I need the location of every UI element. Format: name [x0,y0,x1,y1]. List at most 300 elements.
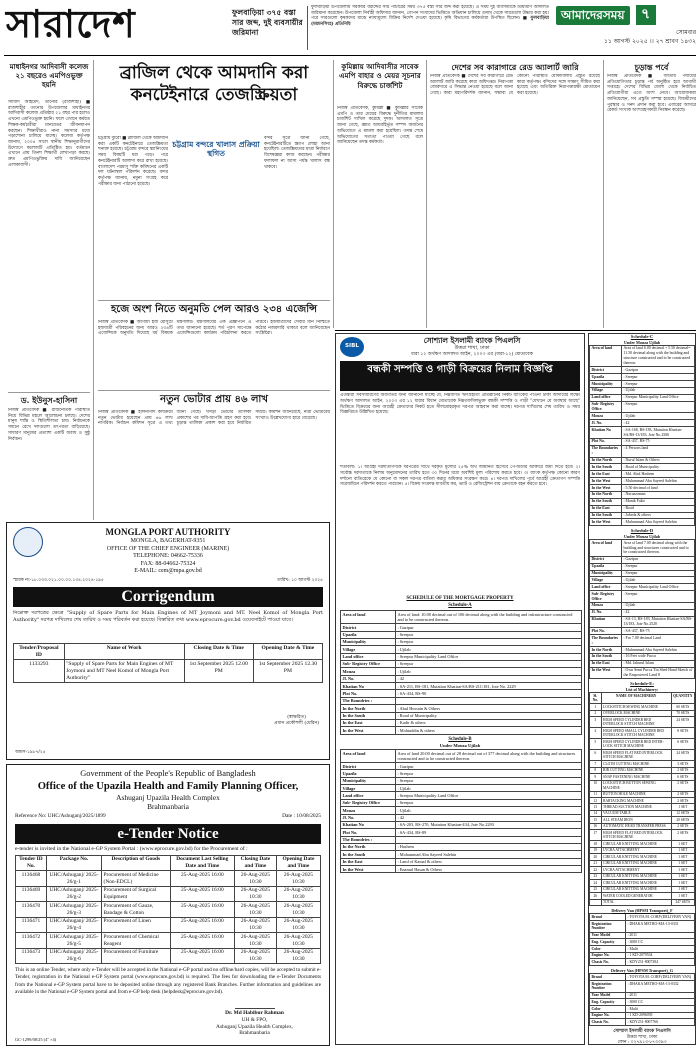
schedule-d-label: In the West [590,667,622,679]
schedule-d-value: : Own Semi Pucca Tin Shed Hand Sketch of the Empowered Land 8 [622,667,695,679]
schedule-d-label: Plot No. [590,628,622,635]
machinery-sl: 19 [590,847,602,853]
machinery-sl: 12 [590,798,602,804]
mongla-signatory: প্রধান প্রকৌশলী (মেরিন) [274,720,319,726]
schedule-a-value: : Sreepur [396,660,582,667]
schedule-c-row [590,420,695,427]
ashuganj-place: Ashuganj Upazila Health Complex [116,792,220,802]
et-header-package: Package No. [46,855,101,871]
schedule-a-value: : Sreepur [396,631,582,638]
schedule-b-label: Sub- Registry Office [341,799,396,806]
machinery-name: OVERLOCK MACHINE [601,710,671,716]
machinery-name: HIGH SPEED FLAT BED INTERLOCK STITCH MACHINE [601,750,671,761]
vehicle-2-value: : TOYOTA M. CORP (DELIVERY VAN) [626,974,695,981]
schedule-b-label: Mouza [341,807,396,814]
schedule-c-value: : Sreepur [622,374,695,381]
bank-footer-branch: উত্তরা শাখা, ঢাকা [626,1034,658,1040]
schedule-a-area: Area of land: 10.00 decimal out of 106 decimal along with the building and infrastructure constructed and to be constructed thereon. [396,611,582,624]
schedule-c-title: Schedule-C [630,334,654,339]
bank-branch: উত্তরা শাখা, ঢাকা [454,345,490,352]
schedule-a-row [341,712,582,719]
machinery-qty: 2 SETS [671,767,694,773]
schedule-e-title: Schedule-E: [630,681,654,687]
schedule-c-row [590,438,695,445]
machinery-name: RIB CUTTING MACHINE [601,767,671,773]
mongla-ad-no: আমস-১৯৮৭/২৫ [15,749,46,755]
vehicle-1-row [590,932,695,939]
ashuganj-office: Office of the Upazila Health and Family Planning Officer, [37,780,299,792]
schedule-e-sub: List of Machinery: [625,687,659,693]
machinery-qty: 2 SETS [671,780,694,791]
schedule-a-value: : Sreepur [396,638,582,645]
mid1-body: নিজস্ব প্রতিবেদক, কুমিল্লা ■ কুমিল্লার সাবেক এমপি ও তার মেয়ের বিরুদ্ধে দুর্নীতির মামলায় চার্জশিট দাখিল করেছে দুদক। আদালত সূত্রে জানা গেছে, জ্ঞাত আয়বহির্ভূত সম্পদ অর্জনের অভিযোগে এ মামলা করা হয়েছিল। তদন্ত শেষে অভিযোগের সত্যতা পাওয়া গেছে বলে জানিয়েছেন তদন্ত কর্মকর্তা। [337,106,423,146]
cor-work-name: "Supply of Spare Parts for Main Engines of MT Joymoni and MT Neel Komol of Mongla Port Authority" [64,660,184,683]
schedule-d-row [590,577,695,584]
schedule-b-value: : Sreepur [396,799,582,806]
cor-header-closing: Closing Date & Time [184,644,253,660]
schedule-c-label: Village [590,387,622,394]
vehicle-1-value: : 1 KD-2079534 [626,952,695,959]
auction-intro: এতদ্বারা সর্বসাধারণের অবগতির জন্য জানানো যাচ্ছে যে, নিম্নবর্ণিত ঋণগ্রহীতা প্রতিষ্ঠানের নিকট ব্যাংকের পাওনা টাকা আদায়ের লক্ষ্যে অর্থঋণ আদালত আইন, ২০০৩ এর ১২ ধারার বিধান মোতাবেক নিম্নতফসিলভুক্ত বন্ধকী সম্পত্তি ও গাড়ী "যেখানে যে অবস্থায় আছে" ভিত্তিতে বিক্রয়ের জন্য আগ্রহী ক্রেতাদের নিকট হতে সীলমোহরকৃত দরপত্র আহবান করা যাচ্ছে। দরপত্র দাখিলের শেষ তারিখ ও সময় বিজ্ঞপ্তিতে উল্লিখিত হয়েছে। [340,393,580,416]
brazil-body-b: বন্দর সূত্রে জানা গেছে, কনটেইনারটিতে স্ক্র্যাপ লোহা আনা হয়েছিল। তেজস্ক্রিয়তার মাত্রা নির্ধারণে বিশেষজ্ঞরা কাজ করছেন। পরীক্ষার ফলাফল না আসা পর্যন্ত খালাস বন্ধ থাকবে। [264,136,330,170]
vehicle-1-value: : 2011 [626,932,695,939]
schedule-c-label: Sub- Registry Office [590,401,622,413]
vehicle-1-label: Chasis No. [590,959,626,966]
schedule-c-label: District [590,367,622,374]
machinery-qty: 1 SET [671,867,694,873]
schedule-d-value: : 42 [622,609,695,616]
schedule-c-row [590,457,695,464]
schedule-d-row [590,653,695,660]
et-header-closing: Closing Date and Time [235,855,277,871]
schedule-a-value: : Road of Municipality [396,712,582,719]
machinery-sl: 7 [590,761,602,767]
machinery-sl [590,899,602,905]
ashuganj-date: Date : 10/08/2025 [282,813,321,820]
mach-header-name: NAME OF MACHINERY [601,693,671,704]
machinery-sl: 17 [590,830,602,841]
schedule-b-row [341,843,582,850]
schedule-b-label: Village [341,785,396,792]
machinery-qty: 3 SETS [671,761,694,767]
vehicle-2-value: : 2011 [626,992,695,999]
machinery-name: CIRCULAR KNITTING MACHINE [601,854,671,860]
machinery-name: TOTAL [601,899,671,905]
schedule-c-value: : Md. Abul Hashem [622,471,695,478]
schedule-c-row [590,427,695,439]
mongla-address: MONGLA, BAGERHAT-9351 [130,538,206,545]
etender-description: Procurement of Linen [102,917,171,933]
ashuganj-signature-icon [235,1001,275,1009]
etender-package-no: UHC/Ashuganj/ 2025-26/g-2 [46,886,101,902]
voter-headline: নতুন ভোটার প্রায় ৪৬ লাখ [160,394,268,405]
machinery-qty: 1 SET [671,841,694,847]
schedule-a-label: Khatian No [341,683,396,690]
vehicle-1-value: : DHAKA METRO-MA-13-0331 [626,921,695,932]
schedule-a-label: Village [341,646,396,653]
machinery-name: WATER COOLED GENERATOR [601,893,671,899]
right-schedules [588,333,696,1045]
schedule-c-label: In the North [590,491,622,498]
schedule-c-label: In the South [590,498,622,505]
bank-name: সোশ্যাল ইসলামী ব্যাংক পিএলসি [423,336,521,345]
schedule-d-label: Municipality [590,570,622,577]
schedule-c-row [590,381,695,388]
schedule-d-row [590,591,695,603]
schedule-d-value: : Ujilab [622,577,695,584]
schedule-a-row [341,653,582,660]
schedule-a-label: In the North [341,705,396,712]
logo-text: আমাদেরসময় [556,6,630,25]
machinery-name: CIRCULAR KNITTING MACHINE [601,880,671,886]
machinery-qty: 20 SETS [671,817,694,823]
schedule-c-value: : Sreepur [622,381,695,388]
schedule-d-row [590,616,695,628]
schedule-c-value: : Sreepur [622,401,695,413]
schedule-c-value: : 42 [622,420,695,427]
machinery-name: THREAD SUCTION MACHINE [601,804,671,810]
schedule-b-row [341,866,582,873]
machinery-sl: 26 [590,893,602,899]
vehicle-1-value: : KDY231-8007384 [626,959,695,966]
schedule-d-label: Jl. No. [590,609,622,616]
schedule-a-label: In the South [341,712,396,719]
schedule-b-label: In the North [341,843,396,850]
vehicle-2-label: Year Model [590,992,626,999]
schedule-c-label: Plot No. [590,438,622,445]
schedule-a-label: Upazila [341,631,396,638]
schedule-d-value: : Sreepur [622,591,695,603]
etender-opening-date: 26-Aug-2025 10:30 [276,886,320,902]
et-header-opening: Opening Date and Time [276,855,320,871]
etender-package-no: UHC/Ashuganj/ 2025-26/g-6 [46,948,101,964]
schedule-c-row [590,505,695,512]
etender-row [16,902,321,918]
vehicle-1-label: Registration Number [590,921,626,932]
section-title: সারাদেশ [6,1,136,46]
machinery-qty: 1 SET [671,873,694,879]
schedule-b-label: Plot No. [341,829,396,836]
schedule-d-row [590,556,695,563]
machinery-qty: 6 SETS [671,739,694,750]
machinery-name: VACUUM TABLE [601,810,671,816]
et-header-desc: Description of Goods [102,855,171,871]
schedule-d-row [590,602,695,609]
schedule-b-label: In the West [341,866,396,873]
etender-selling-date: 25-Aug-2025 16:00 [170,948,234,964]
etender-closing-date: 26-Aug-2025 10:30 [235,871,277,887]
machinery-sl: 3 [590,717,602,728]
machinery-name: HIGH SPEED FLAT BED INTERLOCK STITCH MACHINE [601,830,671,841]
schedule-b-label: Upazila [341,770,396,777]
vehicle-2-title: Delivery Van (HPSM Transport)_G [610,968,674,974]
page-number: ৭ [636,5,656,25]
etender-selling-date: 25-Aug-2025 16:00 [170,871,234,887]
ashuganj-signer-name: Dr. Md Habibur Rahman [225,1010,284,1016]
schedule-b-label: Khatian No [341,821,396,828]
vehicle-2-value: : 3000 CC [626,999,695,1006]
schedule-a-row [341,675,582,682]
schedule-a-label: Sub- Registry Office [341,660,396,667]
schedule-b-value: : SA-203, RS-270, Mutation Khatian-434, Jote No.2293 [396,821,582,828]
schedule-b-label: Land office [341,792,396,799]
machinery-sl: 9 [590,774,602,780]
schedule-d-row [590,563,695,570]
etender-description: Procurement of Furniture [102,948,171,964]
machinery-name: BARTACKING MACHINE [601,798,671,804]
machinery-sl: 23 [590,873,602,879]
vehicle-1-table [589,913,695,966]
schedule-a-value: : Ujilab [396,668,582,675]
schedule-b-title: Schedule-B [448,736,472,742]
schedule-a-label: Jl. No. [341,675,396,682]
schedule-a-value: : Ujilab [396,646,582,653]
etender-row [16,948,321,964]
schedule-a-label: Plot No. [341,690,396,697]
schedule-d-value: : SA-13, RS-183, Mutation Khatian-SA/RS-13/183, Jote No.2520 [622,616,695,628]
vehicle-1-row [590,952,695,959]
machinery-table [589,692,695,906]
machinery-sl: 15 [590,817,602,823]
schedule-a-label: The Boundries : [341,697,396,704]
machinery-sl: 18 [590,841,602,847]
machinery-sl: 4 [590,728,602,739]
machinery-qty: 60 SETS [671,704,694,710]
schedule-a-label: In the East [341,719,396,726]
mid2-body: নিজস্ব প্রতিবেদক ■ দেশের সব কারাগারে রেড অ্যালার্ট জারি করেছে কারা অধিদপ্তর। নিরাপত্তা জোরদারে এ সিদ্ধান্ত নেওয়া হয়েছে বলে জানা গেছে। কারা মহাপরিদর্শক জানান, সম্ভাব্য যে কোনো পরিস্থিতি মোকাবিলায় প্রস্তুত রয়েছে কারা কর্তৃপক্ষ। বন্দিদের সঙ্গে সাক্ষাৎ সীমিত করা হয়েছে এবং অতিরিক্ত নিরাপত্তারক্ষী মোতায়েন করা হয়েছে। [430,74,600,97]
machinery-sl: 20 [590,854,602,860]
schedule-c-sub: Under Mouza Ujilab [623,339,661,345]
schedule-b-value: : Gazipur [396,763,582,770]
machinery-sl: 22 [590,867,602,873]
schedule-a-value: : Mohiuddin & others [396,727,582,734]
schedule-a-value: : Abul Hossain & Others [396,705,582,712]
schedule-c-label: Land office [590,394,622,401]
schedule-d-value: : Gazipur [622,556,695,563]
mongla-ad [6,522,330,760]
schedule-b-value: : 42 [396,814,582,821]
etender-description: Procurement of Medicine (Non-EDCL) [102,871,171,887]
machinery-name: CIRCULAR KNITTING MACHINE [601,860,671,866]
mongla-notice: নিম্নোক্ত দরপত্রের ক্ষেত্রে "Supply of Spare Parts for Main Engines of MT Joymoni and MT. Neel Komol of Mongla Port Authority" দরপত্র দাখিলের শেষ তারিখ ও সময় পরিবর্তন করা হয়েছে। বিস্তারিত তথ্য www.eprocure.gov.bd ওয়েবসাইটে পাওয়া যাবে। [13,610,323,623]
etender-title: e-Tender Notice [15,824,321,844]
schedule-d-label: District [590,556,622,563]
vehicle-2-label: Eng. Capacity [590,999,626,1006]
schedule-c-label: Upazila [590,374,622,381]
machinery-qty: 1 SET [671,893,694,899]
schedule-d-label: Village [590,577,622,584]
mongla-office: OFFICE OF THE CHIEF ENGINEER (MARINE) [106,545,230,552]
date-line: ১১ আগস্ট ২০২৫ ।। ২৭ শ্রাবণ ১৪৩২ [604,38,696,45]
mongla-fax: FAX: 88-04662-75324 [140,560,196,567]
schedule-c-value: : Road [622,505,695,512]
schedule-c-value: : Ujilab [622,387,695,394]
cor-header-id: Tender/Proposal ID [14,644,65,660]
schedule-b-value: : Land of Kamal & others [396,858,582,865]
schedule-d-row [590,628,695,635]
machinery-qty: 24 SETS [671,750,694,761]
schedule-c-row [590,394,695,401]
vehicle-2-label: Color [590,1006,626,1013]
vehicle-1-row [590,946,695,953]
mach-header-sl: Sl. No. [590,693,602,704]
machinery-name: SNAP FASTENING MACHINE [601,774,671,780]
col1-headline: মাধাইনগর আদিবাসী কলেজ ২১ বছরেও এমপিওভুক্ত হয়নি [9,62,89,90]
schedule-b-value: : Sreepur [396,770,582,777]
schedule-c-value: : Nuruzzaman [622,491,695,498]
brand-logo [556,4,696,26]
schedule-d-value: : For 7.00 decimal Land [622,635,695,647]
etender-package-no: UHC/Ashuganj/ 2025-26/g-4 [46,917,101,933]
etender-closing-date: 26-Aug-2025 10:30 [235,917,277,933]
machinery-name: HIGH SPEED CYLINDER BED INTER-LOCK STITCH MACHINE [601,739,671,750]
machinery-name: AUTOMATIC HEAD TRANSFER PRESS [601,823,671,829]
machinery-qty: 1 SET [671,804,694,810]
schedule-c-row [590,471,695,478]
schedule-b-value: : Sreepur Municipality Land Office [396,792,582,799]
machinery-sl: 13 [590,804,602,810]
mongla-telephone: TELEPHONE: 04662-75336 [133,553,203,560]
machinery-sl: 6 [590,750,602,761]
etender-opening-date: 26-Aug-2025 10:30 [276,917,320,933]
etender-package-no: UHC/Ashuganj/ 2025-26/g-1 [46,871,101,887]
etender-footer: This is an online Tender, where only e-Tender will be accepted in the National e-GP portal and no offline/hard copies, will be accepted to submit e-Tender, registration in the National e-GP System portal (www.eprocure.gov.bd) is required. The fees for downloading the e-Tender Documents from the National e-GP System portal have to be deposited online through any registered Bank Branches. Further information and guidelines are available in the National e-GP System portal and from e-GP help desk (helpdesk@eprocure.gov.bd). [15,967,321,995]
cor-closing-date: 1st September 2025 12.00 PM [184,660,253,683]
cor-header-opening: Opening Date & Time [253,644,322,660]
vehicle-1-value: : TOYOTA M. CORP (DELIVERY VAN) [626,914,695,921]
schedule-b-row [341,763,582,770]
schedule-b-row [341,814,582,821]
schedule-a-title: Schedule-A [448,603,472,609]
etender-tender-id: 1136469 [16,886,47,902]
schedule-c-label: Khatian No [590,427,622,439]
hajj-headline: হজে অংশ নিতে অনুমতি পেল আরও ২৩৪ এজেন্সি [111,304,317,315]
schedule-c-row [590,413,695,420]
schedule-b-row [341,807,582,814]
schedule-d-title: Schedule-D [630,528,654,534]
machinery-row [590,899,695,905]
col1-sub-body: নিজস্ব প্রতিবেদক ■ রাজনৈতিক পরিস্থিতি নিয়ে বিভিন্ন মহলে আলোচনা চলছে। দেশের মানুষ শান্তি ও স্থিতিশীলতা চায়। নির্বাচনকে সামনে রেখে দলগুলো তৎপরতা বাড়িয়েছে। সাধারণ মানুষের প্রত্যাশা একটি অবাধ ও সুষ্ঠু নির্বাচন। [8,408,90,442]
schedule-c-row [590,387,695,394]
mid2-headline: দেশের সব কারাগারে রেড অ্যালার্ট জারি [451,62,579,72]
vehicle-1-label: Engine No. [590,952,626,959]
mid1-headline: কুমিল্লায় আদিবাসীর সাবেক এমপি বাহার ও মেয়র সূচনার বিরুদ্ধে চার্জশিট [339,62,421,90]
schedule-title: SCHEDULE OF THE MORTGAGE PROPERTY [406,596,514,602]
machinery-qty: 2 SETS [671,823,694,829]
vehicle-2-label: Registration Number [590,981,626,992]
auction-terms: শর্তাবলী: ১। আগ্রহী দরদাতাগণকে দরপত্রের সাথে দরকৃত মূল্যের ২৫% অর্থ জামানত হিসেবে পে-অর্ডার আকারে জমা দিতে হবে। ২। সর্বোচ্চ দরদাতাকে নিলাম অনুমোদনের তারিখ হতে ৩০ দিনের মধ্যে অবশিষ্ট মূল্য পরিশোধ করতে হবে। ৩। ব্যাংক কর্তৃপক্ষ কোনো কারণ দর্শানো ব্যতিরেকে যে কোনো বা সকল দরপত্র বাতিল করার অধিকার সংরক্ষণ করে। ৪। দরপত্র দাখিলের পূর্বে আগ্রহী ক্রেতাগণ সম্পত্তি সরেজমিনে পরিদর্শন করতে পারবেন। ৫। বিক্রয় সংক্রান্ত যাবতীয় কর, ভ্যাট ও রেজিস্ট্রেশন ব্যয় ক্রেতাকে বহন করতে হবে। [340,465,580,488]
schedule-c-row [590,478,695,485]
machinery-qty: 6 SETS [671,774,694,780]
vehicle-2-row [590,1006,695,1013]
schedule-a-row [341,631,582,638]
machinery-sl: 14 [590,810,602,816]
schedule-b-row [341,799,582,806]
brazil-body-a: চট্টগ্রাম ব্যুরো ■ ব্রাজিল থেকে আমদানি করা একটি কনটেইনারে তেজস্ক্রিয়তা শনাক্ত হয়েছে। চট্টগ্রাম বন্দরে স্ক্যানিংয়ের সময় বিষয়টি ধরা পড়ে। পরে কনটেইনারটি আলাদা করে রাখা হয়েছে। বাংলাদেশ পরমাণু শক্তি কমিশনের একটি দল ঘটনাস্থল পরিদর্শন করেছে। বন্দর কর্তৃপক্ষ জানায়, নমুনা সংগ্রহ করে পরীক্ষার জন্য পাঠানো হয়েছে। [98,136,168,187]
side-headline: ফুলবাড়িয়া ৩৭৫ বস্তা সার জব্দ, দুই ব্যবসায়ীর জরিমানা [232,8,303,37]
bank-logo-icon: SIBL [340,337,364,357]
schedule-a-row [341,646,582,653]
machinery-qty: 247 SETS [671,899,694,905]
schedule-a-value: : Gazipur [396,624,582,631]
schedule-a-row [341,660,582,667]
machinery-qty: 12 SETS [671,810,694,816]
schedule-a-label: In the West [341,727,396,734]
machinery-name: CIRCULAR KNITTING MACHINE [601,886,671,892]
vehicle-2-table [589,973,695,1026]
vehicle-2-row [590,981,695,992]
corrigendum-table [13,643,323,683]
machinery-qty: 1 SET [671,847,694,853]
schedule-a-row [341,683,582,690]
schedule-a-row [341,638,582,645]
etender-package-no: UHC/Ashuganj/ 2025-26/g-5 [46,933,101,949]
vehicle-1-label: Eng. Capacity [590,939,626,946]
schedule-b-row [341,770,582,777]
schedule-a-label: District [341,624,396,631]
auction-title: বন্ধকী সম্পত্তি ও গাড়ী বিক্রয়ের নিলাম বিজ্ঞপ্তি [340,361,580,391]
et-header-id: Tender ID No. [16,855,47,871]
etender-tender-id: 1136473 [16,948,47,964]
schedule-c-label: Jl. No. [590,420,622,427]
vehicle-2-row [590,992,695,999]
etender-opening-date: 26-Aug-2025 10:30 [276,902,320,918]
col5-headline: চূড়ান্ত পর্বে [634,62,669,72]
schedule-c-label: In the West [590,478,622,485]
schedule-b-area: Area of land 20.00 decimal out of 28 decimal out of 377 decimal along with the building and structures constructed and to be constructed thereon. [396,750,582,763]
machinery-qty: 24 SETS [671,717,694,728]
schedule-c-label: Mouza [590,413,622,420]
machinery-name: LYCRA ATTACHMENT [601,867,671,873]
vehicle-1-row [590,959,695,966]
etender-tender-id: 1136472 [16,933,47,949]
machinery-qty: 2 SETS [671,830,694,841]
mongla-org: MONGLA PORT AUTHORITY [105,527,231,537]
schedule-b-row [341,851,582,858]
schedule-b-value: : Enamul Hasan & Others [396,866,582,873]
machinery-qty: 1 SET [671,886,694,892]
schedule-c-row [590,519,695,526]
cor-tender-id: 1133293 [14,660,65,683]
schedule-b-row [341,785,582,792]
schedule-c-table: Area of land Area of land 6.00 decimal + 5.50 decimal= 11.50 decimal along with the building and structure constructed and to be constructed thereon. District : Gazipur Upazila : Sreepur Municipality : Sreepur Village : Ujilab Land office : Sreepur Municipality Land Office Sub- Registry Office : Sreepur Mouza : Ujilab Jl. No. : 42 Khatian No : SA-168, RS-183, Mutation Khatian-SA/RS-13/183, Jote No.2506 Plot No. : SA-437, RS-75 The Boundaries : : 4 Persons land In the North : Nurul Islam & Others In the South : Road of Municipality In the East : Md. Abul Hashem In the West : Muhammad Abu Sayeed Salehin In the West : 5.50 decimal of land In the North : Nuruzzaman In the South : Manik Fakir In the East : Road In the South : Jobeda & others In the West : Muhammad Abu Sayeed Salehin [589,345,695,527]
vehicle-1-label: Color [590,946,626,953]
machinery-name: LYCRA ATTACHMENT [601,847,671,853]
schedule-a-row [341,727,582,734]
machinery-sl: 24 [590,880,602,886]
mongla-memo-no: স্মারক নং-১৮.০৩৩.০২১.০০.০০.১৩৪.২০২৪-১৯৫ [13,577,104,583]
schedule-b-row [341,792,582,799]
schedule-c-label: In the South [590,512,622,519]
schedule-b-value: : Mohammad Abu Sayeed Salehin [396,851,582,858]
bank-ad [335,333,585,1045]
schedule-c-value: : Jobeda & others [622,512,695,519]
schedule-b-label: In the South [341,851,396,858]
machinery-sl: 5 [590,739,602,750]
schedule-d-label: Sub- Registry Office [590,591,622,603]
schedule-b-label: Jl. No. [341,814,396,821]
etender-opening-date: 26-Aug-2025 10:30 [276,933,320,949]
schedule-b-label: In the East [341,858,396,865]
etender-package-no: UHC/Ashuganj/ 2025-26/g-3 [46,902,101,918]
etender-table [15,855,321,965]
machinery-row [590,830,695,841]
ashuganj-ad [6,764,330,1046]
schedule-b-row [341,836,582,843]
ashuganj-signer-district: Brahmanbaria [239,1030,270,1037]
schedule-c-value: : Road of Municipality [622,464,695,471]
ashuganj-gd-no: GC-1299/08/25 (4'' ×4) [15,1036,57,1042]
